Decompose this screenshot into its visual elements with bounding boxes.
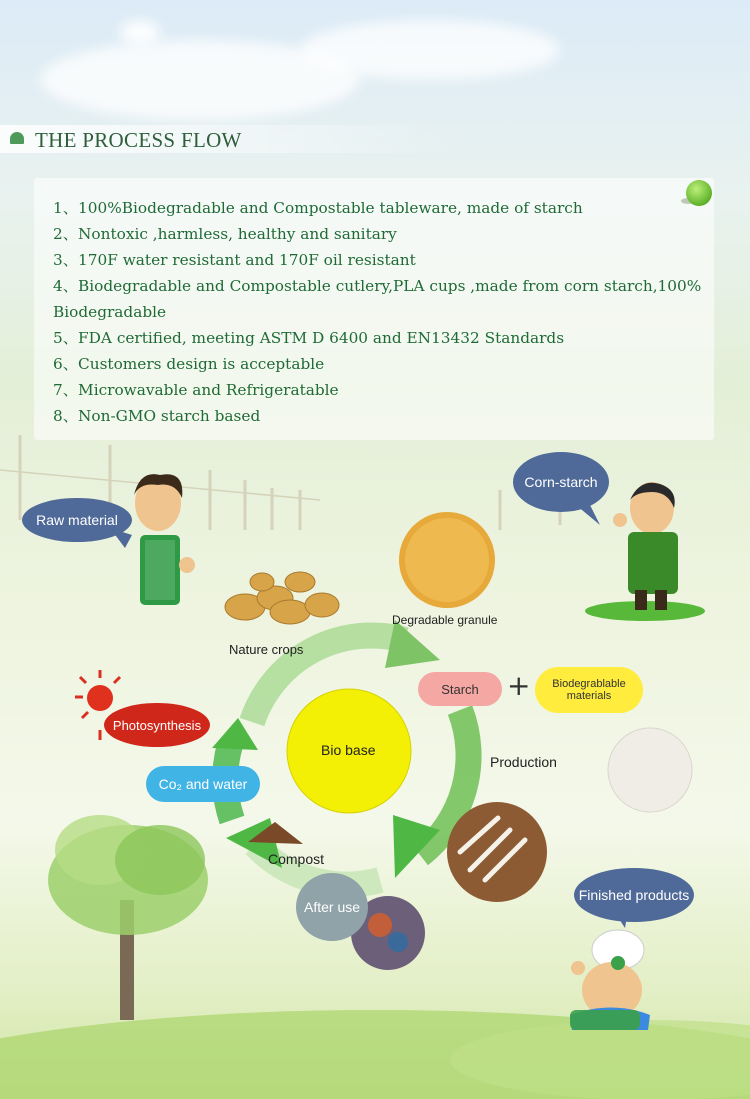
bio-materials-pill: [535, 667, 643, 713]
corn-icon: [405, 518, 489, 602]
waste-icon: [388, 932, 408, 952]
finished-products-label: Finished products: [578, 887, 690, 903]
co2-label: Co₂ and water: [158, 776, 248, 792]
production-label: Production: [490, 754, 557, 770]
raw-material-label: Raw material: [36, 512, 118, 528]
photosynthesis-label: Photosynthesis: [112, 717, 202, 733]
bio-materials-label: Biodegrablable materials: [552, 678, 626, 702]
feature-item: 8、Non-GMO starch based: [53, 407, 261, 425]
feature-item: 1、100%Biodegradable and Compostable tableware, made of starch: [53, 199, 583, 217]
degradable-granule-label: Degradable granule: [392, 613, 498, 627]
waste-icon: [368, 913, 392, 937]
finished-products-bubble: [574, 868, 694, 922]
co2-pill: [146, 766, 260, 802]
plus-sign: +: [507, 669, 531, 702]
tree-icon: [48, 815, 208, 1020]
scientist-character: [585, 482, 705, 621]
feature-item: 5、FDA certified, meeting ASTM D 6400 and EN13432 Standards: [53, 329, 565, 347]
starch-pill: [418, 672, 502, 706]
sun-icon: [87, 685, 113, 711]
granule-icon: [608, 728, 692, 812]
after-use-label: After use: [303, 899, 361, 915]
bio-base-label: Bio base: [321, 742, 376, 758]
arrow-head: [212, 718, 258, 750]
chef-character: [570, 930, 650, 1030]
after-use-bubble: [296, 873, 368, 941]
feature-item: 7、Microwavable and Refrigeratable: [53, 381, 339, 399]
potato-icon: [225, 572, 339, 624]
nature-crops-label: Nature crops: [229, 642, 304, 657]
corn-starch-bubble: [513, 452, 609, 512]
feature-item: 3、170F water resistant and 170F oil resistant: [53, 251, 416, 269]
boy-character: [134, 474, 195, 605]
page-title: THE PROCESS FLOW: [35, 128, 242, 152]
feature-item: 6、Customers design is acceptable: [53, 355, 325, 373]
feature-item: 2、Nontoxic ,harmless, healthy and sanitary: [53, 225, 397, 243]
corn-starch-label: Corn-starch: [524, 474, 598, 490]
feature-item: 4、Biodegradable and Compostable cutlery,PLA cups ,made from corn starch,100% Biodegradable: [53, 277, 702, 321]
photosynthesis-bubble: [104, 703, 210, 747]
raw-material-bubble: [22, 498, 132, 542]
starch-label: Starch: [441, 681, 479, 697]
compost-label: Compost: [268, 851, 325, 867]
